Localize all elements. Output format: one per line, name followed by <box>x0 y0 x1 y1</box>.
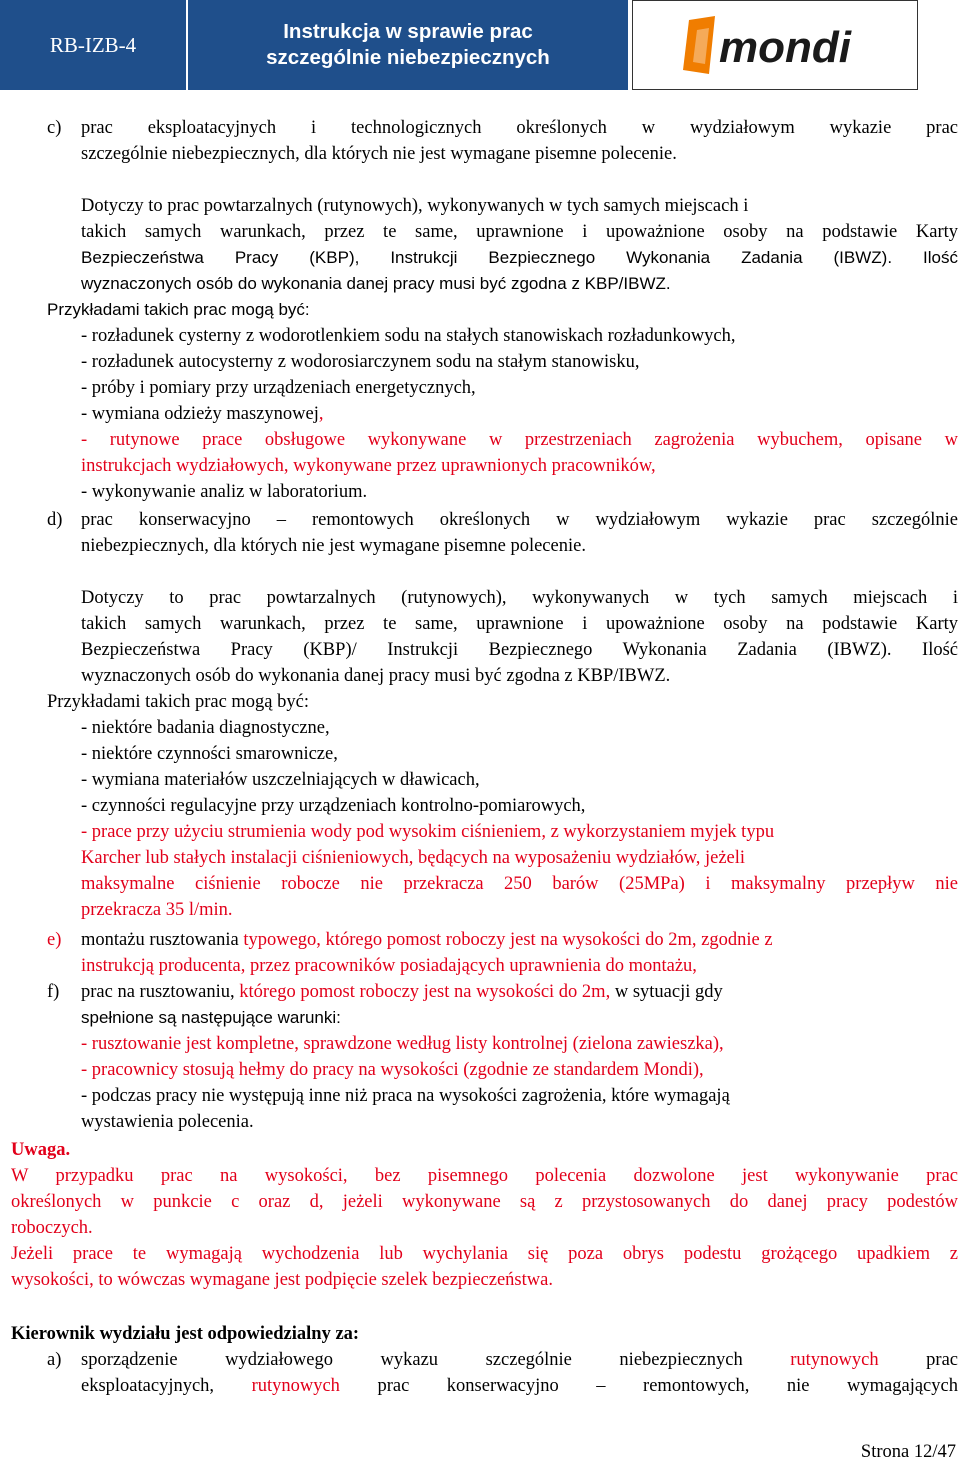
section-d-example-red: - prace przy użyciu strumienia wody pod wysokim ciśnieniem, z wykorzystaniem myjek typu <box>81 822 775 842</box>
section-f-condition-red: - pracownicy stosują hełmy do pracy na wysokości (zgodnie ze standardem Mondi), <box>81 1060 704 1080</box>
section-c-para1: Dotyczy to prac powtarzalnych (rutynowych), wykonywanych w tych samych miejscach i <box>81 196 749 216</box>
list-marker-a: a) <box>47 1350 62 1370</box>
note-heading: Uwaga. <box>11 1140 71 1160</box>
list-marker-c: c) <box>47 118 62 138</box>
section-e-line1 <box>81 929 773 951</box>
section-c-line1: prac eksploatacyjnych i technologicznych określonych w wydziałowym wykazie prac <box>81 118 958 138</box>
document-code: RB-IZB-4 <box>0 0 186 90</box>
section-d-example: - niektóre badania diagnostyczne, <box>81 718 330 738</box>
section-c-line2: szczególnie niebezpiecznych, dla których nie jest wymagane pisemne polecenie. <box>81 144 677 164</box>
section-d-para2: takich samych warunkach, przez te same, uprawnione i upoważnione osoby na podstawie Karty <box>81 614 958 634</box>
page-header <box>0 0 960 90</box>
section-d-line1: prac konserwacyjno – remontowych określonych w wydziałowym wykazie prac szczególnie <box>81 510 958 530</box>
mondi-logo <box>632 0 918 90</box>
section-f-text: prac na rusztowaniu, <box>81 982 240 1002</box>
manager-red-text: rutynowych <box>790 1350 879 1370</box>
section-e-line2: instrukcją producenta, przez pracowników posiadających uprawnienia do montażu, <box>81 956 697 976</box>
section-e-red-text: typowego, którego pomost roboczy jest na wysokości do 2m, zgodnie z <box>243 930 773 950</box>
section-d-examples-heading: Przykładami takich prac mogą być: <box>47 692 309 712</box>
list-marker-d: d) <box>47 510 63 530</box>
section-f-condition-red: - rusztowanie jest kompletne, sprawdzone według listy kontrolnej (zielona zawieszka), <box>81 1034 724 1054</box>
section-c-example: - próby i pomiary przy urządzeniach energetycznych, <box>81 378 476 398</box>
example-red-comma: , <box>318 404 324 424</box>
list-marker-e: e) <box>47 930 62 950</box>
section-f-text: w sytuacji gdy <box>610 982 723 1002</box>
section-d-para1: Dotyczy to prac powtarzalnych (rutynowych), wykonywanych w tych samych miejscach i <box>81 588 958 608</box>
section-c-para2: takich samych warunkach, przez te same, uprawnione i upoważnione osoby na podstawie Karty <box>81 222 958 242</box>
section-c-example: - wykonywanie analiz w laboratorium. <box>81 482 368 502</box>
section-f-line1 <box>81 981 723 1003</box>
note-paragraph-line: W przypadku prac na wysokości, bez pisemnego polecenia dozwolone jest wykonywanie prac <box>11 1166 958 1186</box>
section-c-example <box>81 403 323 425</box>
note-paragraph-line: określonych w punkcie c oraz d, jeżeli wykonywane są z przystosowanych do danej pracy podestów <box>11 1192 958 1212</box>
note-paragraph-line: roboczych. <box>11 1218 93 1238</box>
section-f-condition: - podczas pracy nie występują inne niż praca na wysokości zagrożenia, które wymagają <box>81 1086 730 1106</box>
document-title-line1: Instrukcja w sprawie prac <box>283 20 533 43</box>
section-d-example: - czynności regulacyjne przy urządzeniach kontrolno-pomiarowych, <box>81 796 586 816</box>
section-d-example: - wymiana materiałów uszczelniających w dławicach, <box>81 770 480 790</box>
manager-line2 <box>81 1375 958 1397</box>
manager-text: sporządzenie wydziałowego wykazu szczególnie niebezpiecznych <box>81 1350 791 1370</box>
section-c-para4: wyznaczonych osób do wykonania danej pracy musi być zgodna z KBP/IBWZ. <box>81 274 671 293</box>
mondi-logo-text: mondi <box>719 23 851 72</box>
section-f-line2: spełnione są następujące warunki: <box>81 1008 341 1027</box>
section-d-example-red: Karcher lub stałych instalacji ciśnieniowych, będących na wyposażeniu wydziałów, jeżeli <box>81 848 746 868</box>
note-paragraph-line: Jeżeli prace te wymagają wychodzenia lub wychylania się poza obrys podestu grożącego upadkiem z <box>11 1244 958 1264</box>
section-d-example-red: maksymalne ciśnienie robocze nie przekracza 250 barów (25MPa) i maksymalny przepływ nie <box>81 874 958 894</box>
manager-heading: Kierownik wydziału jest odpowiedzialny za: <box>11 1324 360 1344</box>
note-paragraph-line: wysokości, to wówczas wymagane jest podpięcie szelek bezpieczeństwa. <box>11 1270 553 1290</box>
manager-text: prac konserwacyjno – remontowych, nie wymagających <box>339 1376 958 1396</box>
section-e-text: montażu rusztowania <box>81 930 244 950</box>
section-d-example-red: przekracza 35 l/min. <box>81 900 233 920</box>
section-c-example-red: instrukcjach wydziałowych, wykonywane przez uprawnionych pracowników, <box>81 456 656 476</box>
list-marker-f: f) <box>47 982 60 1002</box>
section-c-example: - rozładunek autocysterny z wodorosiarczynem sodu na stałym stanowisku, <box>81 352 640 372</box>
section-c-example: - rozładunek cysterny z wodorotlenkiem sodu na stałych stanowiskach rozładunkowych, <box>81 326 736 346</box>
manager-line1 <box>81 1349 958 1371</box>
section-f-condition: wystawienia polecenia. <box>81 1112 254 1132</box>
section-f-red-text: którego pomost roboczy jest na wysokości do 2m, <box>239 982 611 1002</box>
mondi-logo-icon <box>675 10 875 80</box>
manager-text: prac <box>878 1350 959 1370</box>
section-c-example-red: - rutynowe prace obsługowe wykonywane w przestrzeniach zagrożenia wybuchem, opisane w <box>81 430 958 450</box>
example-text: - wymiana odzieży maszynowej <box>81 404 319 424</box>
section-d-para3: Bezpieczeństwa Pracy (KBP)/ Instrukcji Bezpiecznego Wykonania Zadania (IBWZ). Ilość <box>81 640 958 660</box>
manager-text: eksploatacyjnych, <box>81 1376 252 1396</box>
section-c-examples-heading: Przykładami takich prac mogą być: <box>47 300 310 319</box>
section-d-para4: wyznaczonych osób do wykonania danej pracy musi być zgodna z KBP/IBWZ. <box>81 666 671 686</box>
manager-red-text: rutynowych <box>251 1376 340 1396</box>
document-title-line2: szczególnie niebezpiecznych <box>266 46 550 69</box>
document-title <box>186 0 628 90</box>
section-d-example: - niektóre czynności smarownicze, <box>81 744 338 764</box>
page-number: Strona 12/47 <box>860 1442 956 1462</box>
section-d-line2: niebezpiecznych, dla których nie jest wymagane pisemne polecenie. <box>81 536 586 556</box>
section-c-para3: Bezpieczeństwa Pracy (KBP), Instrukcji Bezpiecznego Wykonania Zadania (IBWZ). Ilość <box>81 248 958 267</box>
